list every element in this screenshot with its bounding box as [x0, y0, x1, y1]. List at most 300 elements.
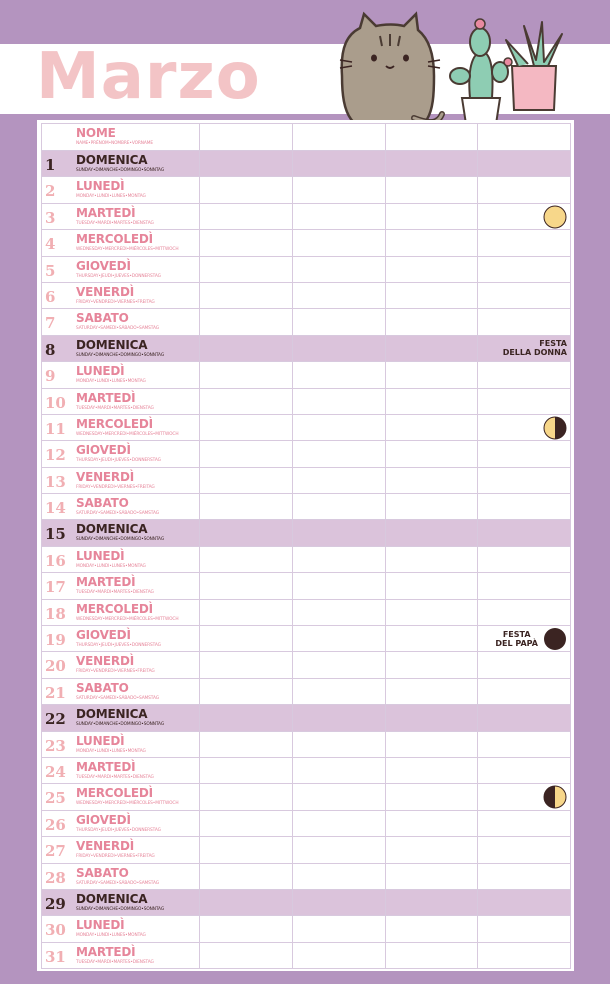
entry-cell[interactable]: [200, 335, 293, 361]
day-label-cell: [42, 309, 200, 335]
entry-cell[interactable]: [200, 652, 293, 678]
day-number: 25: [45, 789, 66, 808]
day-name-translations: WEDNESDAY•MERCREDI•MIÉRCOLES•MITTWOCH: [76, 801, 179, 807]
day-row: [42, 810, 571, 836]
entry-cell[interactable]: [385, 837, 478, 863]
cactus-icon: [450, 19, 512, 124]
entry-cell[interactable]: [478, 916, 571, 942]
day-name: MERCOLEDÌ: [76, 601, 153, 616]
entry-cell[interactable]: [478, 151, 571, 177]
entry-cell[interactable]: [478, 203, 571, 229]
day-label-cell: [42, 467, 200, 493]
day-name-translations: TUESDAY•MARDI•MARTES•DIENSTAG: [76, 959, 154, 965]
day-name: LUNEDÌ: [76, 364, 125, 379]
entry-cell[interactable]: [385, 652, 478, 678]
entry-cell[interactable]: [292, 520, 385, 546]
entry-cell[interactable]: [385, 230, 478, 256]
day-row: [42, 731, 571, 757]
entry-cell[interactable]: [478, 599, 571, 625]
day-name: DOMENICA: [76, 153, 148, 167]
entry-cell[interactable]: [292, 626, 385, 652]
day-name-translations: FRIDAY•VENDREDI•VIERNES•FREITAG: [76, 299, 155, 305]
day-name-translations: MONDAY•LUNDI•LUNES•MONTAG: [76, 748, 146, 754]
day-row: [42, 441, 571, 467]
full-moon-icon: [543, 205, 567, 229]
entry-cell[interactable]: [478, 362, 571, 388]
day-name-translations: SUNDAY•DIMANCHE•DOMINGO•SONNTAG: [76, 906, 165, 912]
day-number: 22: [45, 710, 66, 729]
day-number: 3: [45, 208, 56, 227]
day-name: SABATO: [76, 311, 129, 326]
day-name-translations: FRIDAY•VENDREDI•VIERNES•FREITAG: [76, 854, 155, 860]
day-name-translations: SATURDAY•SAMEDI•SÁBADO•SAMSTAG: [76, 511, 159, 517]
day-name: GIOVEDÌ: [76, 628, 131, 643]
entry-cell[interactable]: [385, 784, 478, 810]
day-name-translations: SUNDAY•DIMANCHE•DOMINGO•SONNTAG: [76, 168, 165, 173]
day-label-cell: [42, 573, 200, 599]
day-number: 21: [45, 683, 66, 702]
last-quarter-moon-icon: [543, 416, 567, 440]
day-name-translations: MONDAY•LUNDI•LUNES•MONTAG: [76, 194, 146, 200]
entry-cell[interactable]: [292, 177, 385, 203]
day-row: [42, 705, 571, 731]
day-row: [42, 230, 571, 256]
day-name: LUNEDÌ: [76, 733, 125, 748]
entry-cell[interactable]: [385, 810, 478, 836]
day-row: [42, 626, 571, 652]
day-name: MERCOLEDÌ: [76, 416, 153, 431]
day-name: GIOVEDÌ: [76, 258, 131, 273]
entry-cell[interactable]: [478, 388, 571, 414]
day-name-translations: SATURDAY•SAMEDI•SÁBADO•SAMSTAG: [76, 326, 159, 332]
day-row: [42, 573, 571, 599]
day-number: 19: [45, 631, 66, 650]
day-row: [42, 784, 571, 810]
day-label-cell: [42, 256, 200, 282]
day-name: DOMENICA: [76, 891, 148, 906]
day-name: DOMENICA: [76, 707, 148, 722]
day-row: [42, 414, 571, 440]
day-name: VENERDÌ: [76, 654, 134, 669]
day-name: SABATO: [76, 865, 129, 880]
day-name-translations: THURSDAY•JEUDI•JUEVES•DONNERSTAG: [76, 643, 161, 649]
day-row: [42, 177, 571, 203]
entry-cell[interactable]: [200, 203, 293, 229]
day-number: 24: [45, 762, 66, 781]
entry-cell[interactable]: [478, 942, 571, 968]
day-row: [42, 652, 571, 678]
day-label-cell: [42, 810, 200, 836]
day-label-cell: [42, 863, 200, 889]
day-number: 16: [45, 551, 66, 570]
entry-cell[interactable]: [385, 705, 478, 731]
entry-cell[interactable]: [385, 414, 478, 440]
holiday-note-line: DEL PAPÀ: [495, 639, 538, 649]
day-name: MARTEDÌ: [76, 759, 136, 774]
day-number: 18: [45, 604, 66, 623]
day-number: 8: [45, 340, 56, 359]
calendar-grid: [41, 123, 571, 969]
entry-cell[interactable]: [292, 573, 385, 599]
entry-cell[interactable]: [478, 256, 571, 282]
day-label-cell: [42, 652, 200, 678]
entry-cell[interactable]: [292, 837, 385, 863]
entry-cell[interactable]: [478, 335, 571, 361]
header-name-cell: [42, 124, 200, 151]
entry-cell[interactable]: [292, 705, 385, 731]
entry-cell[interactable]: [478, 889, 571, 915]
entry-cell[interactable]: [478, 626, 571, 652]
day-label-cell: [42, 520, 200, 546]
entry-cell[interactable]: [292, 151, 385, 177]
succulent-icon: [506, 22, 562, 110]
entry-cell[interactable]: [478, 230, 571, 256]
day-name: SABATO: [76, 496, 129, 511]
day-row: [42, 837, 571, 863]
entry-cell[interactable]: [292, 256, 385, 282]
day-number: 29: [45, 894, 66, 913]
day-row: [42, 863, 571, 889]
day-name: SABATO: [76, 680, 129, 695]
entry-cell[interactable]: [292, 916, 385, 942]
day-row: [42, 942, 571, 968]
entry-cell[interactable]: [478, 441, 571, 467]
entry-cell[interactable]: [385, 467, 478, 493]
entry-cell[interactable]: [478, 810, 571, 836]
entry-cell[interactable]: [200, 810, 293, 836]
entry-cell[interactable]: [385, 599, 478, 625]
day-number: 6: [45, 287, 56, 306]
entry-cell[interactable]: [292, 889, 385, 915]
day-row: [42, 520, 571, 546]
day-row: [42, 203, 571, 229]
entry-cell[interactable]: [478, 494, 571, 520]
day-label-cell: [42, 837, 200, 863]
day-name-translations: THURSDAY•JEUDI•JUEVES•DONNERSTAG: [76, 273, 161, 279]
day-number: 23: [45, 736, 66, 755]
pusheen-cat-icon: [340, 14, 442, 134]
day-name-translations: SATURDAY•SAMEDI•SÁBADO•SAMSTAG: [76, 695, 159, 701]
day-row: [42, 757, 571, 783]
header-sublabel: NAME•PRÉNOM•NOMBRE•VORNAME: [76, 141, 153, 146]
entry-cell[interactable]: [385, 362, 478, 388]
day-number: 12: [45, 446, 66, 465]
entry-cell[interactable]: [478, 282, 571, 308]
day-label-cell: [42, 494, 200, 520]
entry-cell[interactable]: [385, 177, 478, 203]
day-number: 2: [45, 182, 56, 201]
entry-cell[interactable]: [292, 652, 385, 678]
entry-cell[interactable]: [385, 335, 478, 361]
entry-cell[interactable]: [385, 889, 478, 915]
entry-cell[interactable]: [200, 942, 293, 968]
entry-cell[interactable]: [478, 837, 571, 863]
entry-cell[interactable]: [200, 757, 293, 783]
day-name-translations: FRIDAY•VENDREDI•VIERNES•FREITAG: [76, 484, 155, 490]
entry-cell[interactable]: [200, 230, 293, 256]
day-number: 4: [45, 235, 56, 254]
day-number: 10: [45, 393, 66, 412]
entry-cell[interactable]: [200, 309, 293, 335]
entry-cell[interactable]: [385, 388, 478, 414]
entry-cell[interactable]: [385, 282, 478, 308]
day-name: DOMENICA: [76, 337, 148, 352]
entry-cell[interactable]: [200, 678, 293, 704]
entry-cell[interactable]: [385, 494, 478, 520]
entry-cell[interactable]: [385, 863, 478, 889]
day-label-cell: [42, 731, 200, 757]
day-label-cell: [42, 335, 200, 361]
entry-cell[interactable]: [478, 520, 571, 546]
day-label-cell: [42, 705, 200, 731]
entry-cell[interactable]: [200, 916, 293, 942]
first-quarter-moon-icon: [543, 785, 567, 809]
entry-cell[interactable]: [292, 335, 385, 361]
holiday-note-line: DELLA DONNA: [502, 347, 567, 357]
entry-cell[interactable]: [292, 388, 385, 414]
entry-cell[interactable]: [200, 573, 293, 599]
day-label-cell: [42, 177, 200, 203]
entry-cell[interactable]: [292, 414, 385, 440]
entry-cell[interactable]: [292, 203, 385, 229]
day-name-translations: TUESDAY•MARDI•MARTES•DIENSTAG: [76, 405, 154, 411]
day-name: MARTEDÌ: [76, 205, 136, 220]
entry-cell[interactable]: [292, 731, 385, 757]
day-name-translations: MONDAY•LUNDI•LUNES•MONTAG: [76, 563, 146, 569]
day-name-translations: MONDAY•LUNDI•LUNES•MONTAG: [76, 933, 146, 939]
entry-cell[interactable]: [200, 441, 293, 467]
day-row: [42, 388, 571, 414]
entry-cell[interactable]: [200, 889, 293, 915]
day-label-cell: [42, 916, 200, 942]
entry-cell[interactable]: [292, 282, 385, 308]
day-number: 1: [45, 156, 56, 174]
entry-cell[interactable]: [385, 441, 478, 467]
entry-cell[interactable]: [385, 151, 478, 177]
entry-cell[interactable]: [200, 362, 293, 388]
day-row: [42, 335, 571, 361]
day-name: MERCOLEDÌ: [76, 786, 153, 801]
day-number: 20: [45, 657, 66, 676]
entry-cell[interactable]: [478, 705, 571, 731]
entry-cell[interactable]: [478, 467, 571, 493]
day-number: 14: [45, 499, 66, 518]
calendar-sheet: [37, 120, 574, 971]
entry-cell[interactable]: [292, 494, 385, 520]
day-name: LUNEDÌ: [76, 179, 125, 194]
entry-cell[interactable]: [478, 414, 571, 440]
entry-cell[interactable]: [478, 177, 571, 203]
day-name: MARTEDÌ: [76, 944, 136, 959]
day-name-translations: FRIDAY•VENDREDI•VIERNES•FREITAG: [76, 669, 155, 675]
entry-cell[interactable]: [200, 256, 293, 282]
day-name-translations: THURSDAY•JEUDI•JUEVES•DONNERSTAG: [76, 827, 161, 833]
entry-cell[interactable]: [385, 520, 478, 546]
entry-cell[interactable]: [200, 784, 293, 810]
day-name-translations: WEDNESDAY•MERCREDI•MIÉRCOLES•MITTWOCH: [76, 616, 179, 622]
day-number: 26: [45, 815, 66, 834]
day-number: 9: [45, 367, 56, 386]
entry-cell[interactable]: [385, 626, 478, 652]
day-number: 5: [45, 261, 56, 280]
day-row: [42, 678, 571, 704]
header-label: NOME: [76, 126, 116, 140]
day-name-translations: TUESDAY•MARDI•MARTES•DIENSTAG: [76, 590, 154, 596]
day-label-cell: [42, 230, 200, 256]
entry-cell[interactable]: [200, 282, 293, 308]
entry-cell[interactable]: [292, 599, 385, 625]
day-name: GIOVEDÌ: [76, 443, 131, 458]
month-title: Marzo: [36, 40, 261, 114]
holiday-note-line: FESTA: [539, 338, 567, 348]
entry-cell[interactable]: [200, 705, 293, 731]
day-label-cell: [42, 282, 200, 308]
entry-cell[interactable]: [478, 731, 571, 757]
day-number: 27: [45, 842, 66, 861]
day-row: [42, 494, 571, 520]
day-label-cell: [42, 414, 200, 440]
entry-cell[interactable]: [385, 256, 478, 282]
day-row: [42, 467, 571, 493]
day-name-translations: MONDAY•LUNDI•LUNES•MONTAG: [76, 379, 146, 385]
entry-cell[interactable]: [200, 151, 293, 177]
entry-cell[interactable]: [200, 837, 293, 863]
day-number: 17: [45, 578, 66, 597]
entry-cell[interactable]: [385, 678, 478, 704]
entry-cell[interactable]: [385, 203, 478, 229]
name-column-cell[interactable]: [385, 124, 478, 151]
entry-cell[interactable]: [200, 177, 293, 203]
entry-cell[interactable]: [292, 757, 385, 783]
day-number: 31: [45, 947, 66, 966]
new-moon-icon: [543, 627, 567, 651]
entry-cell[interactable]: [478, 652, 571, 678]
day-label-cell: [42, 151, 200, 177]
entry-cell[interactable]: [385, 573, 478, 599]
day-name-translations: WEDNESDAY•MERCREDI•MIÉRCOLES•MITTWOCH: [76, 431, 179, 437]
day-name: VENERDÌ: [76, 469, 134, 484]
day-row: [42, 151, 571, 177]
day-label-cell: [42, 546, 200, 572]
day-row: [42, 362, 571, 388]
day-name: MARTEDÌ: [76, 575, 136, 590]
day-name: VENERDÌ: [76, 839, 134, 854]
day-name-translations: SUNDAY•DIMANCHE•DOMINGO•SONNTAG: [76, 722, 165, 728]
entry-cell[interactable]: [200, 626, 293, 652]
day-label-cell: [42, 388, 200, 414]
entry-cell[interactable]: [292, 863, 385, 889]
entry-cell[interactable]: [385, 942, 478, 968]
entry-cell[interactable]: [292, 546, 385, 572]
day-row: [42, 309, 571, 335]
holiday-note: [495, 630, 538, 648]
day-label-cell: [42, 942, 200, 968]
entry-cell[interactable]: [292, 441, 385, 467]
day-name-translations: SUNDAY•DIMANCHE•DOMINGO•SONNTAG: [76, 352, 165, 358]
entry-cell[interactable]: [200, 388, 293, 414]
entry-cell[interactable]: [478, 757, 571, 783]
day-row: [42, 256, 571, 282]
entry-cell[interactable]: [200, 414, 293, 440]
entry-cell[interactable]: [478, 309, 571, 335]
entry-cell[interactable]: [385, 757, 478, 783]
day-row: [42, 916, 571, 942]
day-label-cell: [42, 362, 200, 388]
day-row: [42, 282, 571, 308]
entry-cell[interactable]: [292, 467, 385, 493]
day-name-translations: TUESDAY•MARDI•MARTES•DIENSTAG: [76, 774, 154, 780]
day-name-translations: TUESDAY•MARDI•MARTES•DIENSTAG: [76, 220, 154, 226]
entry-cell[interactable]: [292, 362, 385, 388]
day-row: [42, 546, 571, 572]
name-column-cell[interactable]: [200, 124, 293, 151]
day-name-translations: SUNDAY•DIMANCHE•DOMINGO•SONNTAG: [76, 537, 165, 543]
entry-cell[interactable]: [385, 916, 478, 942]
day-row: [42, 889, 571, 915]
entry-cell[interactable]: [292, 230, 385, 256]
day-label-cell: [42, 203, 200, 229]
day-name: GIOVEDÌ: [76, 812, 131, 827]
entry-cell[interactable]: [200, 467, 293, 493]
day-name-translations: THURSDAY•JEUDI•JUEVES•DONNERSTAG: [76, 458, 161, 464]
day-label-cell: [42, 889, 200, 915]
entry-cell[interactable]: [200, 731, 293, 757]
header-row: [42, 124, 571, 151]
day-name: LUNEDÌ: [76, 548, 125, 563]
day-row: [42, 599, 571, 625]
entry-cell[interactable]: [385, 309, 478, 335]
day-number: 13: [45, 472, 66, 491]
entry-cell[interactable]: [478, 546, 571, 572]
entry-cell[interactable]: [292, 678, 385, 704]
entry-cell[interactable]: [292, 810, 385, 836]
entry-cell[interactable]: [200, 546, 293, 572]
day-label-cell: [42, 441, 200, 467]
entry-cell[interactable]: [478, 863, 571, 889]
holiday-note: [503, 339, 567, 357]
day-name-translations: WEDNESDAY•MERCREDI•MIÉRCOLES•MITTWOCH: [76, 247, 179, 253]
day-name: LUNEDÌ: [76, 918, 125, 933]
day-name: MARTEDÌ: [76, 390, 136, 405]
day-name: DOMENICA: [76, 522, 148, 537]
entry-cell[interactable]: [292, 784, 385, 810]
day-label-cell: [42, 626, 200, 652]
entry-cell[interactable]: [478, 678, 571, 704]
day-number: 11: [45, 419, 66, 438]
entry-cell[interactable]: [292, 309, 385, 335]
day-label-cell: [42, 678, 200, 704]
day-name: VENERDÌ: [76, 284, 134, 299]
day-number: 28: [45, 868, 66, 887]
day-name: MERCOLEDÌ: [76, 232, 153, 247]
entry-cell[interactable]: [478, 573, 571, 599]
entry-cell[interactable]: [292, 942, 385, 968]
entry-cell[interactable]: [200, 863, 293, 889]
entry-cell[interactable]: [385, 731, 478, 757]
entry-cell[interactable]: [385, 546, 478, 572]
entry-cell[interactable]: [200, 494, 293, 520]
name-column-cell[interactable]: [292, 124, 385, 151]
entry-cell[interactable]: [200, 520, 293, 546]
holiday-note-line: FESTA: [502, 630, 531, 640]
day-number: 15: [45, 525, 66, 544]
entry-cell[interactable]: [200, 599, 293, 625]
day-label-cell: [42, 757, 200, 783]
entry-cell[interactable]: [478, 784, 571, 810]
name-column-cell[interactable]: [478, 124, 571, 151]
day-label-cell: [42, 599, 200, 625]
day-number: 7: [45, 314, 56, 333]
